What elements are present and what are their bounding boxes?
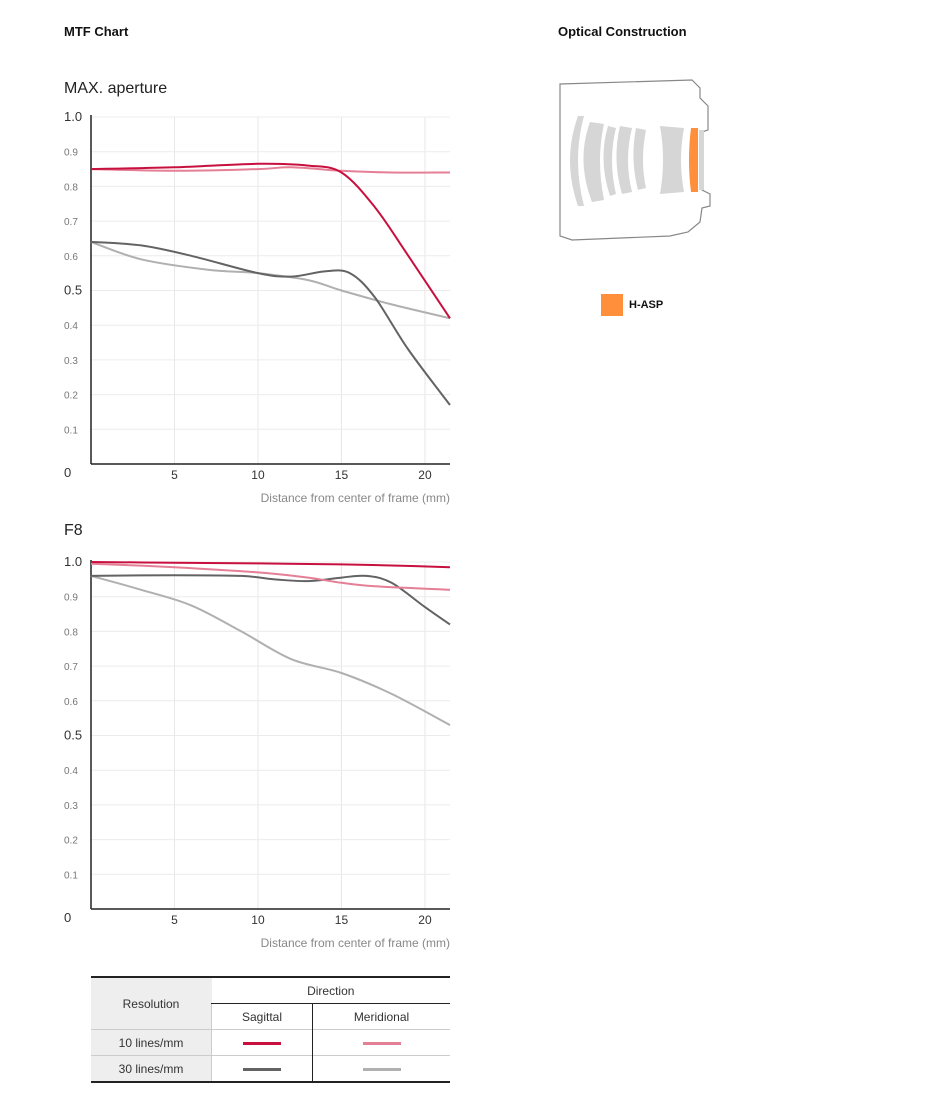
y-tick-label: 1.0 [64,109,83,124]
y-tick-label: 0.6 [64,696,78,708]
series-line-sagittal-10 [91,164,450,319]
x-tick-label: 10 [251,913,265,927]
y-tick-label: 0.7 [64,662,78,674]
series-line-sagittal-30 [91,575,450,624]
mtf-legend-table [91,976,450,1083]
chart-title-f8: F8 [64,522,83,539]
legend-direction-header: Direction [212,977,451,1004]
y-tick-label: 0.4 [64,766,78,778]
y-tick-label: 0.9 [64,147,78,159]
x-tick-label: 20 [418,913,432,927]
h-asp-legend-swatch [601,294,623,316]
y-tick-label: 1.0 [64,554,83,569]
y-tick-label: 0.9 [64,592,78,604]
y-tick-label: 0.5 [64,282,83,298]
legend-meridional-header: Meridional [353,1009,410,1024]
lens-element-h-asp [689,128,698,192]
y-tick-label: 0.1 [64,425,78,437]
lens-element-1 [570,116,584,206]
x-tick-label: 15 [334,468,349,482]
lens-element-7 [699,130,704,190]
legend-meridional-30-cell [313,1056,451,1083]
lens-element-5 [633,128,646,190]
legend-sagittal-10-cell [212,1030,313,1056]
x-axis-label: Distance from center of frame (mm) [260,936,450,950]
lens-element-2 [583,122,604,202]
series-line-sagittal-30 [91,242,450,405]
x-tick-label: 15 [334,913,349,927]
lens-element-3 [603,126,616,196]
y-tick-label: 0.3 [64,800,78,812]
x-tick-label: 20 [418,468,432,482]
y-tick-label: 0.8 [64,182,78,194]
mtf-chart-heading: MTF Chart [64,24,129,39]
y-tick-label: 0.5 [64,727,83,743]
series-line-meridional-30 [91,576,450,725]
x-tick-label: 10 [251,468,265,482]
legend-sagittal-30-swatch [243,1068,281,1071]
legend-resolution-header: Resolution [91,977,212,1030]
lens-element-6 [660,126,684,194]
legend-sagittal-30-cell [212,1056,313,1083]
h-asp-legend-label: H-ASP [629,299,664,311]
y-tick-label: 0 [64,465,72,480]
y-tick-label: 0.2 [64,390,78,402]
optical-construction-heading: Optical Construction [558,24,687,39]
y-tick-label: 0.2 [64,835,78,847]
y-tick-label: 0.4 [64,321,78,333]
chart-title-max-aperture: MAX. aperture [64,80,168,97]
lens-element-4 [616,126,632,194]
x-tick-label: 5 [171,913,178,927]
legend-meridional-10-cell [313,1030,451,1056]
y-tick-label: 0.3 [64,355,78,367]
mtf-chart-f8 [0,545,480,965]
y-tick-label: 0.6 [64,251,78,263]
mtf-chart-max-aperture [0,100,480,520]
y-tick-label: 0.7 [64,217,78,229]
legend-row-10-label: 10 lines/mm [91,1030,212,1056]
legend-sagittal-header: Sagittal [212,1004,313,1030]
optical-construction-diagram [552,72,722,252]
legend-sagittal-10-swatch [243,1042,281,1045]
series-line-meridional-30 [91,242,450,318]
legend-meridional-10-swatch [363,1042,401,1045]
legend-row-30-label: 30 lines/mm [91,1056,212,1083]
legend-meridional-30-swatch [363,1068,401,1071]
y-tick-label: 0.1 [64,870,78,882]
y-tick-label: 0.8 [64,627,78,639]
x-tick-label: 5 [171,468,178,482]
y-tick-label: 0 [64,910,72,925]
x-axis-label: Distance from center of frame (mm) [260,491,450,505]
